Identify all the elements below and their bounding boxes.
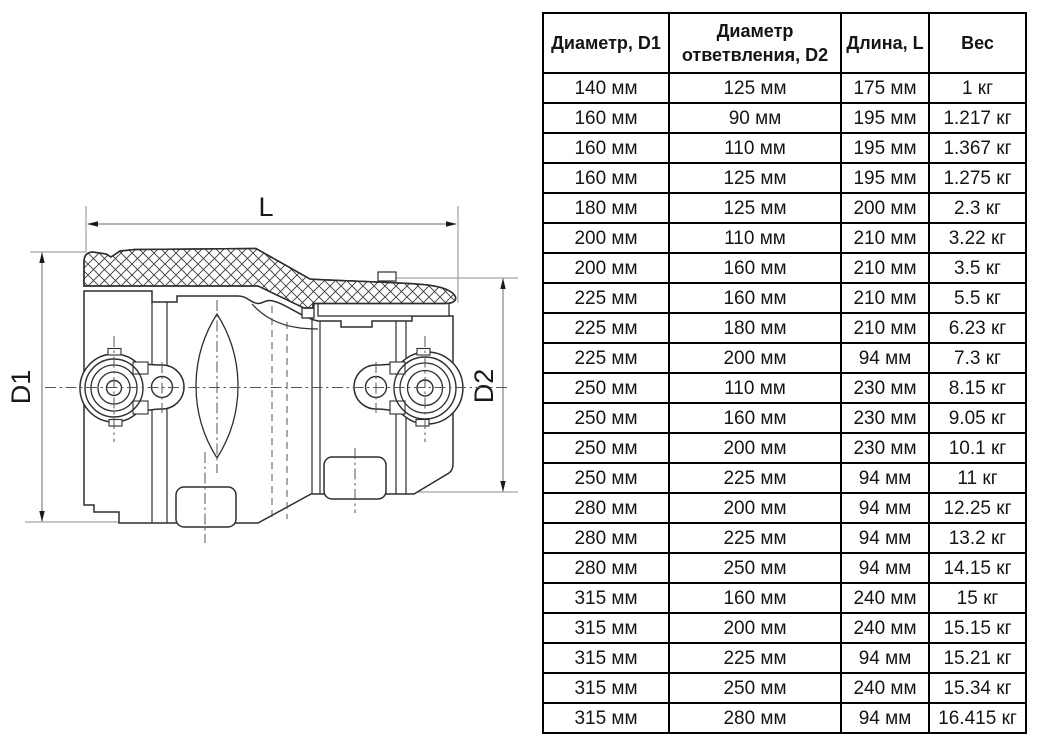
table-cell: 250 мм [543,403,669,433]
table-row [543,463,1026,493]
table-cell: 13.2 кг [929,523,1026,553]
table-cell: 15.34 кг [929,673,1026,703]
table-cell: 12.25 кг [929,493,1026,523]
table-cell: 1.217 кг [929,103,1026,133]
dimension-d2 [469,278,506,492]
table-row [543,643,1026,673]
table-row [543,253,1026,283]
table-cell: 1 кг [929,73,1026,103]
table-row [543,373,1026,403]
table-row [543,403,1026,433]
table-cell: 230 мм [841,403,929,433]
table-cell: 195 мм [841,103,929,133]
table-cell: 280 мм [669,703,841,733]
table-cell: 90 мм [669,103,841,133]
table-cell: 240 мм [841,583,929,613]
table-cell: 6.23 кг [929,313,1026,343]
table-cell: 195 мм [841,133,929,163]
table-cell: 125 мм [669,163,841,193]
table-row [543,133,1026,163]
table-cell: 94 мм [841,643,929,673]
table-cell: 2.3 кг [929,193,1026,223]
table-row [543,583,1026,613]
terminal-tab [417,349,430,356]
table-cell: 160 мм [543,133,669,163]
table-cell: 5.5 кг [929,283,1026,313]
table-cell: 200 мм [669,433,841,463]
table-cell: 110 мм [669,223,841,253]
table-cell: 7.3 кг [929,343,1026,373]
column-header-d1: Диаметр, D1 [543,13,669,73]
table-cell: 15.21 кг [929,643,1026,673]
table-cell: 140 мм [543,73,669,103]
table-cell: 225 мм [669,643,841,673]
table-cell: 125 мм [669,193,841,223]
dimension-label-d1: D1 [6,369,36,405]
spec-table-header [543,13,1026,73]
table-cell: 180 мм [669,313,841,343]
column-header-weight: Вес [929,13,1026,73]
table-cell: 280 мм [543,523,669,553]
table-cell: 94 мм [841,463,929,493]
table-cell: 230 мм [841,433,929,463]
table-cell: 160 мм [669,403,841,433]
table-cell: 315 мм [543,583,669,613]
table-cell: 160 мм [669,253,841,283]
table-row [543,193,1026,223]
table-cell: 10.1 кг [929,433,1026,463]
table-cell: 1.367 кг [929,133,1026,163]
table-cell: 180 мм [543,193,669,223]
table-cell: 15 кг [929,583,1026,613]
table-row [543,493,1026,523]
table-row [543,673,1026,703]
spec-table [542,12,1027,734]
table-cell: 175 мм [841,73,929,103]
table-cell: 9.05 кг [929,403,1026,433]
table-cell: 16.415 кг [929,703,1026,733]
table-cell: 250 мм [543,463,669,493]
flange-strip [318,303,449,316]
table-cell: 225 мм [543,343,669,373]
table-cell: 125 мм [669,73,841,103]
table-cell: 94 мм [841,703,929,733]
table-cell: 250 мм [543,433,669,463]
terminal-tab [390,362,405,374]
table-row [543,163,1026,193]
table-cell: 315 мм [543,703,669,733]
table-cell: 210 мм [841,253,929,283]
table-cell: 250 мм [669,553,841,583]
table-cell: 3.5 кг [929,253,1026,283]
table-cell: 94 мм [841,343,929,373]
table-cell: 315 мм [543,613,669,643]
bottom-tab-left [176,487,236,527]
table-cell: 280 мм [543,553,669,583]
table-cell: 225 мм [669,523,841,553]
table-cell: 240 мм [841,613,929,643]
table-row [543,103,1026,133]
spec-table-body [543,73,1026,733]
table-cell: 200 мм [841,193,929,223]
table-cell: 210 мм [841,283,929,313]
band-top-tab [378,272,396,281]
table-cell: 280 мм [543,493,669,523]
dimension-label-d2: D2 [469,368,499,404]
table-cell: 225 мм [669,463,841,493]
table-cell: 225 мм [543,313,669,343]
table-cell: 240 мм [841,673,929,703]
table-row [543,343,1026,373]
table-cell: 110 мм [669,373,841,403]
table-row [543,553,1026,583]
table-cell: 8.15 кг [929,373,1026,403]
table-cell: 160 мм [543,163,669,193]
table-cell: 315 мм [543,673,669,703]
table-cell: 195 мм [841,163,929,193]
table-cell: 200 мм [543,253,669,283]
table-cell: 250 мм [543,373,669,403]
table-cell: 225 мм [543,283,669,313]
table-cell: 160 мм [543,103,669,133]
dimension-l [87,192,457,227]
table-row [543,523,1026,553]
table-cell: 160 мм [669,283,841,313]
table-cell: 14.15 кг [929,553,1026,583]
dimension-d1 [6,252,45,522]
table-cell: 200 мм [669,493,841,523]
terminal-tab [109,420,122,427]
table-cell: 315 мм [543,643,669,673]
header-row [543,13,1026,73]
table-cell: 94 мм [841,523,929,553]
table-cell: 94 мм [841,493,929,523]
table-cell: 15.15 кг [929,613,1026,643]
table-row [543,613,1026,643]
table-cell: 230 мм [841,373,929,403]
table-cell: 210 мм [841,223,929,253]
table-cell: 200 мм [669,613,841,643]
table-cell: 200 мм [669,343,841,373]
table-row [543,223,1026,253]
table-cell: 210 мм [841,313,929,343]
terminal-tab [416,420,429,427]
table-cell: 1.275 кг [929,163,1026,193]
table-cell: 11 кг [929,463,1026,493]
table-row [543,73,1026,103]
table-row [543,283,1026,313]
column-header-length: Длина, L [841,13,929,73]
table-cell: 94 мм [841,553,929,583]
table-cell: 250 мм [669,673,841,703]
table-row [543,433,1026,463]
table-cell: 160 мм [669,583,841,613]
table-cell: 3.22 кг [929,223,1026,253]
column-header-d2: Диаметр ответвления, D2 [669,13,841,73]
table-row [543,313,1026,343]
dimension-label-l: L [258,192,274,222]
table-row [543,703,1026,733]
table-cell: 200 мм [543,223,669,253]
table-cell: 110 мм [669,133,841,163]
